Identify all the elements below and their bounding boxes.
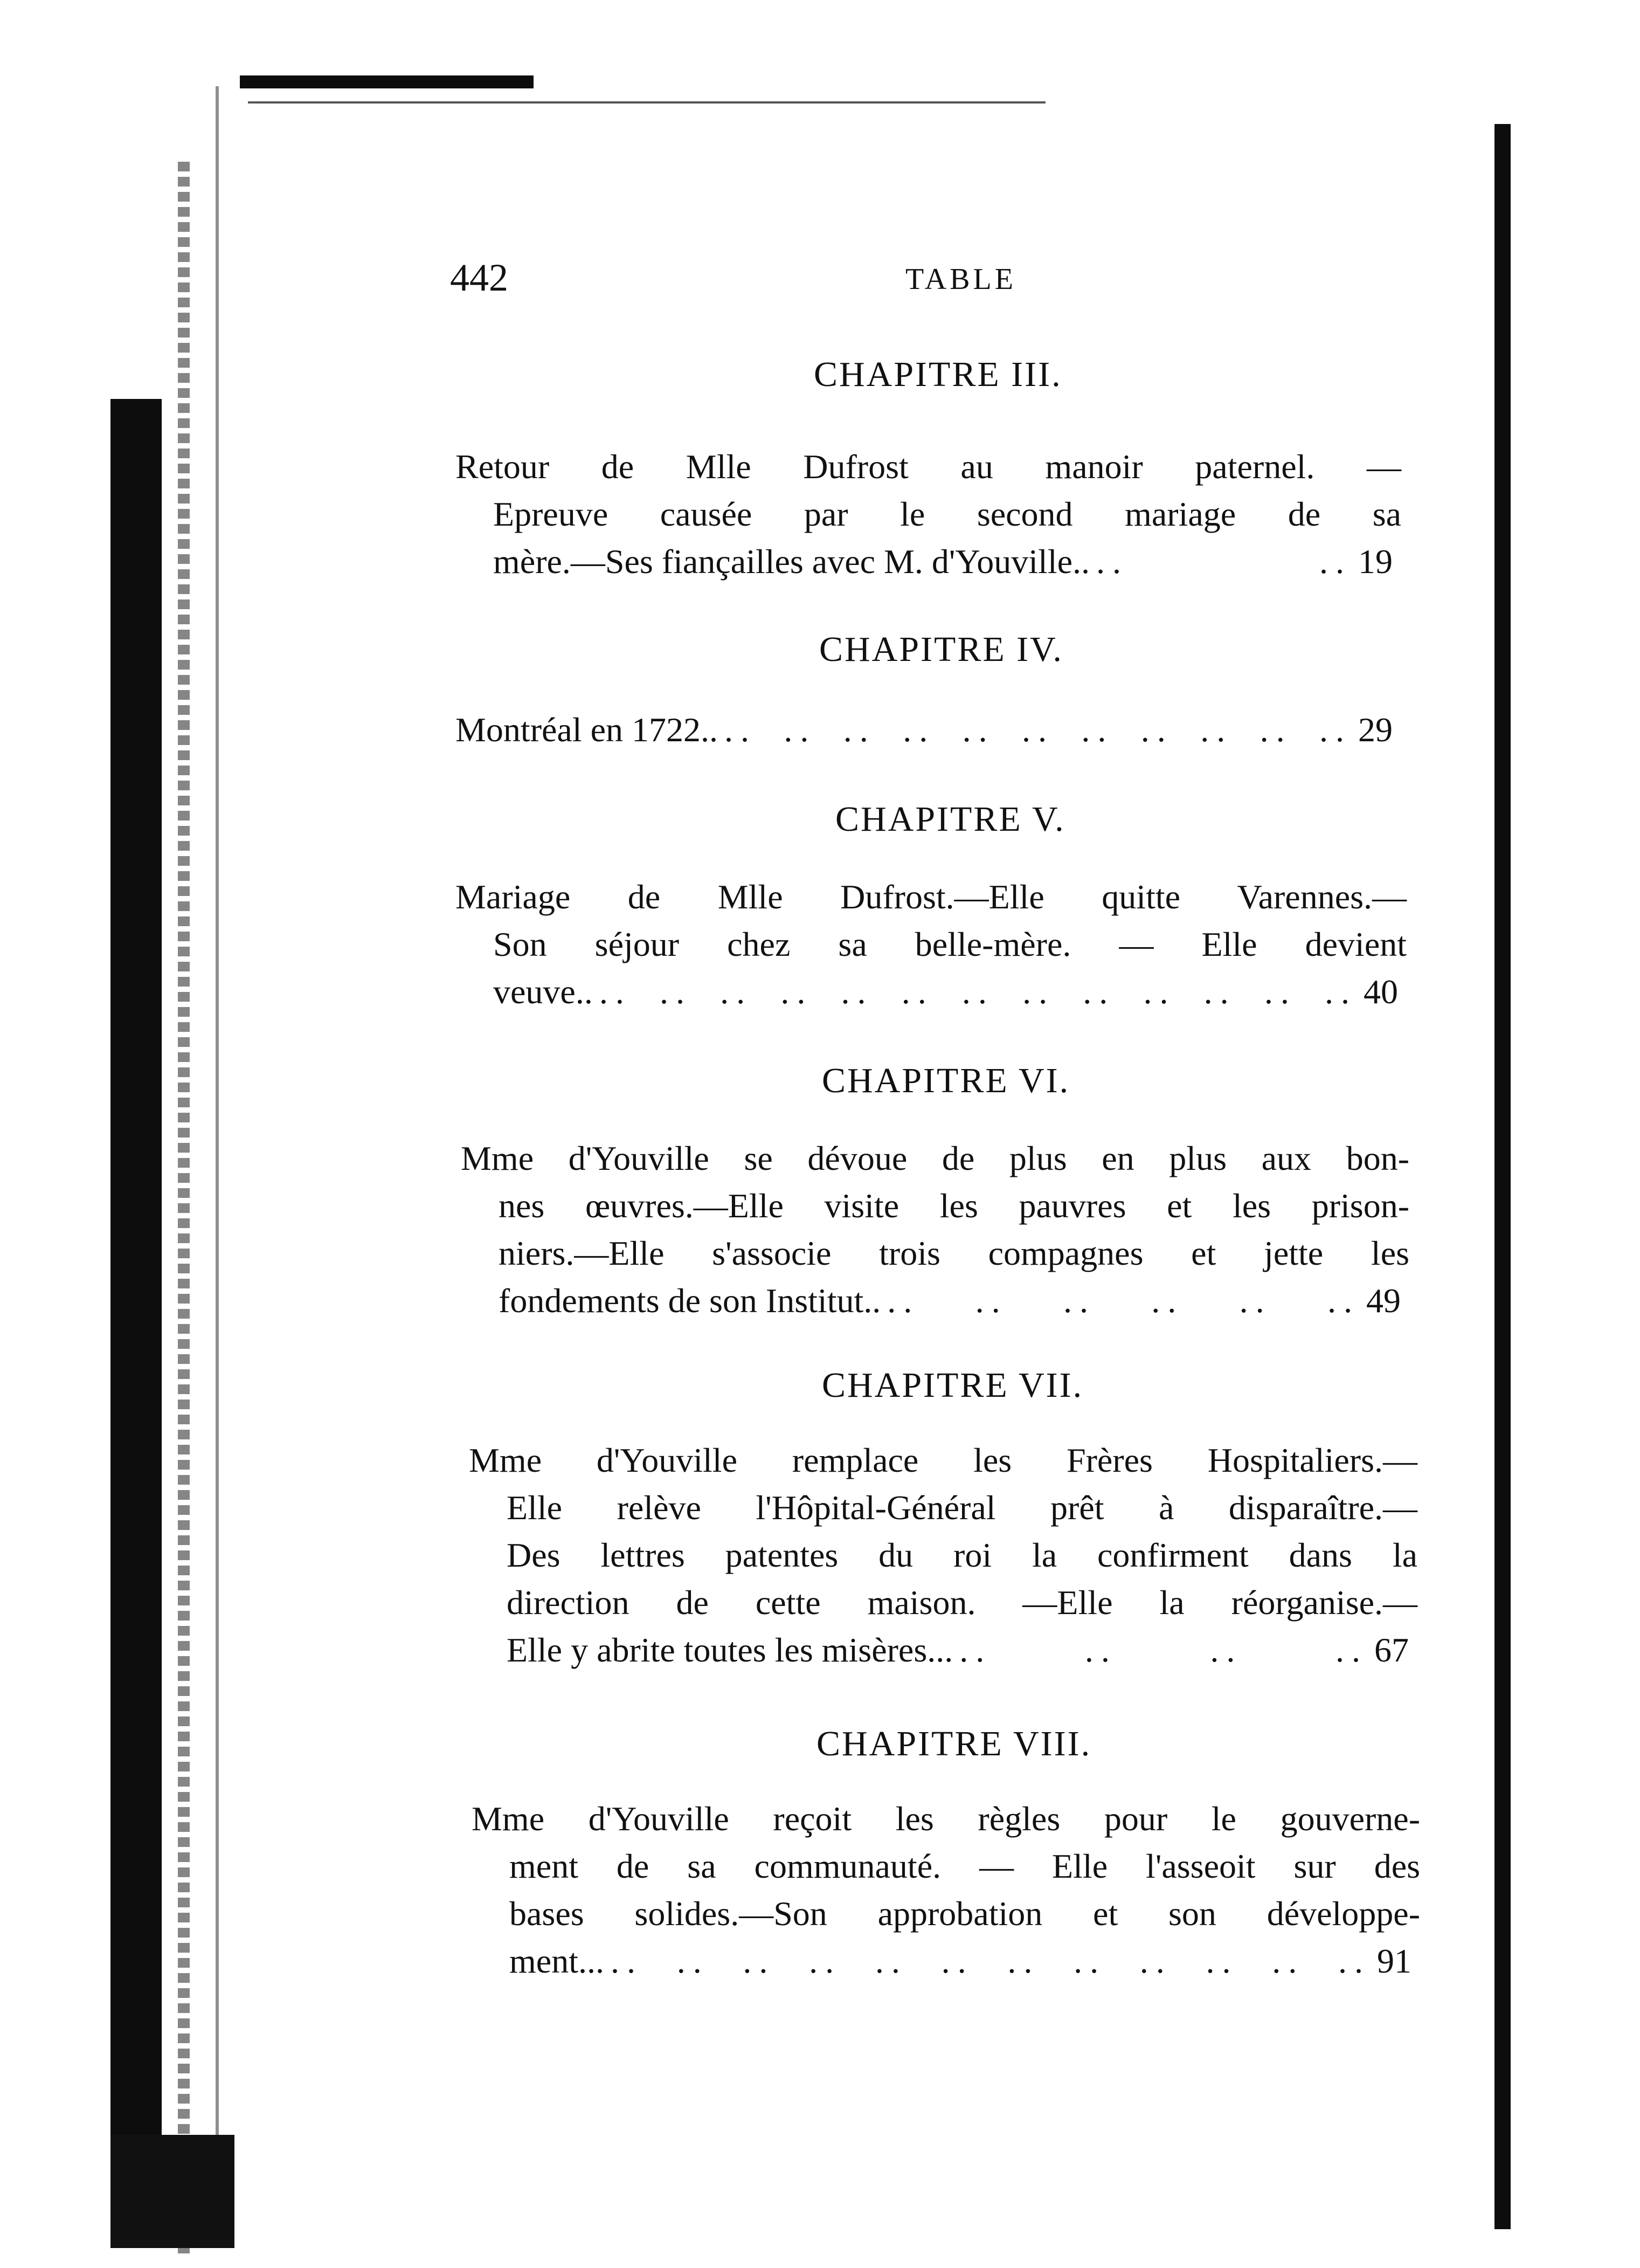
entry-last-line	[461, 1277, 1409, 1325]
page-reference: 29	[1358, 711, 1393, 749]
entry-line: Mariage de Mlle Dufrost.—Elle quitte Varennes.—	[455, 878, 1407, 916]
entry-line: Epreuve causée par le second mariage de sa	[493, 495, 1401, 533]
page-reference: 49	[1366, 1281, 1401, 1320]
chapter-heading: CHAPITRE V.	[835, 799, 1065, 839]
entry-line: nes œuvres.—Elle visite les pauvres et les prison-	[499, 1187, 1409, 1225]
running-head	[450, 256, 1474, 299]
page-number: 442	[450, 256, 508, 299]
dot-leader: .. .. .. .. .. .. .. .. .. .. .. ..	[610, 1942, 1371, 1980]
entry-line: Mme d'Youville reçoit les règles pour le gouverne-	[472, 1800, 1420, 1838]
chapter-heading: CHAPITRE VIII.	[816, 1724, 1092, 1763]
toc-entry	[455, 873, 1407, 1016]
entry-line: Son séjour chez sa belle-mère. — Elle devient	[493, 925, 1407, 963]
scan-edge-left-line	[216, 86, 219, 2243]
chapter-heading: CHAPITRE IV.	[819, 630, 1063, 669]
dot-leader: .. .. .. ..	[959, 1631, 1368, 1669]
entry-line: mère.—Ses fiançailles avec M. d'Youville..	[493, 542, 1090, 581]
entry-line: ment...	[509, 1942, 604, 1980]
entry-line: ment de sa communauté. — Elle l'asseoit sur des	[509, 1847, 1420, 1885]
entry-line: Montréal en 1722..	[455, 711, 718, 749]
entry-line: bases solides.—Son approbation et son développe-	[509, 1894, 1420, 1933]
page-title: TABLE	[905, 263, 1016, 296]
scan-edge-right	[1494, 124, 1511, 2229]
entry-line: Elle y abrite toutes les misères...	[507, 1631, 953, 1669]
entry-line: Mme d'Youville se dévoue de plus en plus aux bon-	[461, 1139, 1409, 1177]
toc-entry	[472, 1795, 1420, 1985]
dot-leader: .. .. .. .. .. ..	[887, 1281, 1360, 1320]
toc-entry	[461, 1135, 1409, 1325]
entry-last-line	[469, 1626, 1417, 1674]
chapter-heading: CHAPITRE VI.	[822, 1061, 1070, 1100]
chapter-heading: CHAPITRE III.	[814, 355, 1062, 394]
entry-line: direction de cette maison. —Elle la réorganise.—	[507, 1583, 1417, 1622]
entry-line: niers.—Elle s'associe trois compagnes et jette les	[499, 1234, 1409, 1272]
page-reference: 91	[1377, 1942, 1411, 1980]
dot-leader: .. .. .. .. .. .. .. .. .. .. ..	[724, 711, 1352, 749]
entry-line: Retour de Mlle Dufrost au manoir paternel. —	[455, 447, 1401, 486]
entry-last-line	[455, 538, 1401, 585]
scan-edge-left-stripes	[178, 162, 190, 2253]
entry-last-line	[455, 968, 1407, 1016]
scan-edge-left	[110, 399, 162, 2243]
scan-edge-bottom	[110, 2135, 234, 2248]
page-reference: 67	[1374, 1631, 1409, 1669]
entry-line: Mme d'Youville remplace les Frères Hospitaliers.—	[469, 1441, 1417, 1479]
entry-line: Elle relève l'Hôpital-Général prêt à disparaître.—	[507, 1488, 1417, 1527]
entry-last-line	[455, 706, 1401, 754]
scan-edge-top	[240, 75, 534, 88]
scan-edge-top-line	[248, 101, 1046, 104]
chapter-heading: CHAPITRE VII.	[822, 1366, 1084, 1405]
dot-leader: .. ..	[1096, 542, 1352, 581]
dot-leader: .. .. .. .. .. .. .. .. .. .. .. .. ..	[599, 973, 1357, 1011]
page-reference: 40	[1364, 973, 1398, 1011]
toc-entry	[469, 1437, 1417, 1674]
entry-line: fondements de son Institut..	[499, 1281, 881, 1320]
toc-entry	[455, 706, 1401, 754]
page-reference: 19	[1358, 542, 1393, 581]
entry-line: veuve..	[493, 973, 593, 1011]
entry-last-line	[472, 1938, 1420, 1985]
entry-line: Des lettres patentes du roi la confirment dans la	[507, 1536, 1417, 1574]
toc-entry	[455, 443, 1401, 585]
